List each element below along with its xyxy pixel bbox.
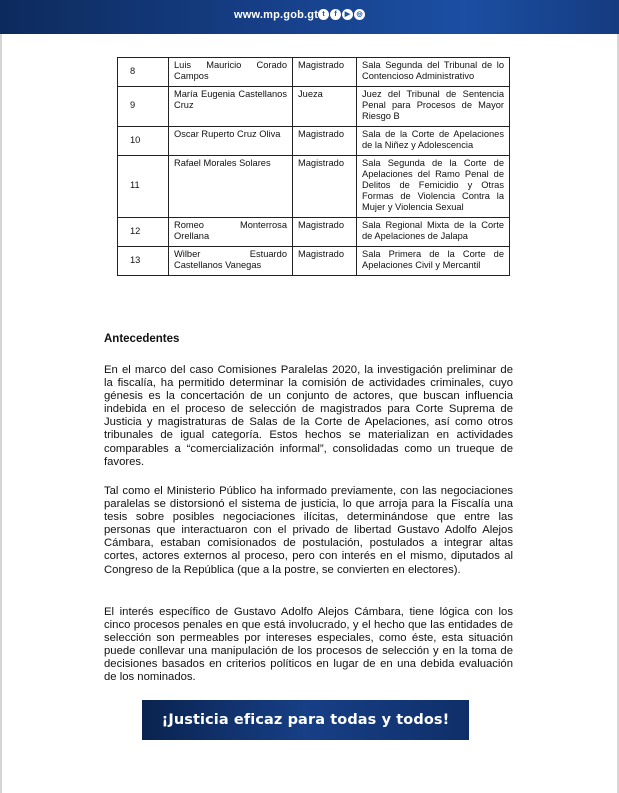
official-court: Sala Segunda de la Corte de Apelaciones del Ramo Penal de Delitos de Femicidio y Otras Formas de Violencia Contra la Mujer y Violencia Sexual <box>357 156 510 218</box>
official-role: Magistrado <box>293 156 357 218</box>
official-name: Oscar Ruperto Cruz Oliva <box>169 127 293 156</box>
official-name: Luis Mauricio Corado Campos <box>169 58 293 87</box>
row-number: 9 <box>118 87 169 127</box>
official-role: Magistrado <box>293 58 357 87</box>
paragraph-negotiations: Tal como el Ministerio Público ha informado previamente, con las negociaciones paralelas se distorsionó el sistema de justicia, lo que arroja para la Fiscalía una tesis sobre posibles negociaciones ilícitas, determinándose que entre las personas que interactuaron con el privado de libertad Gustavo Adolfo Alejos Cámbara, estaban comisionados de postulación, postulados a integrar altas cortes, actores externos al proceso, pero con interés en el mismo, diputados al Congreso de la República (que a la postre, se convierten en electores). <box>104 485 513 576</box>
official-court: Sala Primera de la Corte de Apelaciones Civil y Mercantil <box>357 247 510 276</box>
instagram-icon[interactable]: ◎ <box>354 9 365 20</box>
table-row <box>118 247 510 276</box>
paragraph-interest: El interés específico de Gustavo Adolfo Alejos Cámbara, tiene lógica con los cinco procesos penales en que está involucrado, y el hecho que las entidades de selección son permeables por intereses especiales, como éste, esta situación puede conllevar una manipulación de los procesos de selección y en la toma de decisiones basados en criterios políticos en lugar de en una debida evaluación de los nominados. <box>104 606 513 684</box>
official-name: María Eugenia Castellanos Cruz <box>169 87 293 127</box>
table-row <box>118 58 510 87</box>
table-row <box>118 87 510 127</box>
official-name: Wilber Estuardo Castellanos Vanegas <box>169 247 293 276</box>
header-url-link[interactable]: www.mp.gob.gt <box>234 9 319 21</box>
official-role: Magistrado <box>293 218 357 247</box>
slogan-text: ¡Justicia eficaz para todas y todos! <box>161 712 450 728</box>
official-name: Romeo Monterrosa Orellana <box>169 218 293 247</box>
paragraph-background: En el marco del caso Comisiones Paralelas 2020, la investigación preliminar de la fiscalía, ha permitido determinar la comisión de actividades criminales, cuyo génesis es la concertación de un conjunto de actores, que buscan influencia indebida en el proceso de selección de magistrados para Corte Suprema de Justicia y magistraturas de Salas de la Corte de Apelaciones, así como otros tribunales de igual categoría. Estos hechos se materializan en actividades comparables a “comercialización informal”, consolidadas como un trueque de favores. <box>104 364 513 468</box>
row-number: 12 <box>118 218 169 247</box>
table-row <box>118 218 510 247</box>
page-left-edge <box>0 0 2 793</box>
facebook-icon[interactable]: f <box>330 9 341 20</box>
social-icons <box>318 9 365 20</box>
youtube-icon[interactable]: ▶ <box>342 9 353 20</box>
official-name: Rafael Morales Solares <box>169 156 293 218</box>
row-number: 10 <box>118 127 169 156</box>
official-court: Sala Segunda del Tribunal de lo Contencioso Administrativo <box>357 58 510 87</box>
officials-table <box>117 57 510 276</box>
official-court: Sala Regional Mixta de la Corte de Apelaciones de Jalapa <box>357 218 510 247</box>
official-role: Jueza <box>293 87 357 127</box>
row-number: 13 <box>118 247 169 276</box>
section-title: Antecedentes <box>104 333 180 345</box>
official-court: Juez del Tribunal de Sentencia Penal para Procesos de Mayor Riesgo B <box>357 87 510 127</box>
official-role: Magistrado <box>293 247 357 276</box>
twitter-icon[interactable]: t <box>318 9 329 20</box>
row-number: 11 <box>118 156 169 218</box>
official-court: Sala de la Corte de Apelaciones de la Niñez y Adolescencia <box>357 127 510 156</box>
slogan-banner <box>142 700 469 740</box>
official-role: Magistrado <box>293 127 357 156</box>
row-number: 8 <box>118 58 169 87</box>
table-row <box>118 127 510 156</box>
header-bar <box>0 0 619 34</box>
table-row <box>118 156 510 218</box>
